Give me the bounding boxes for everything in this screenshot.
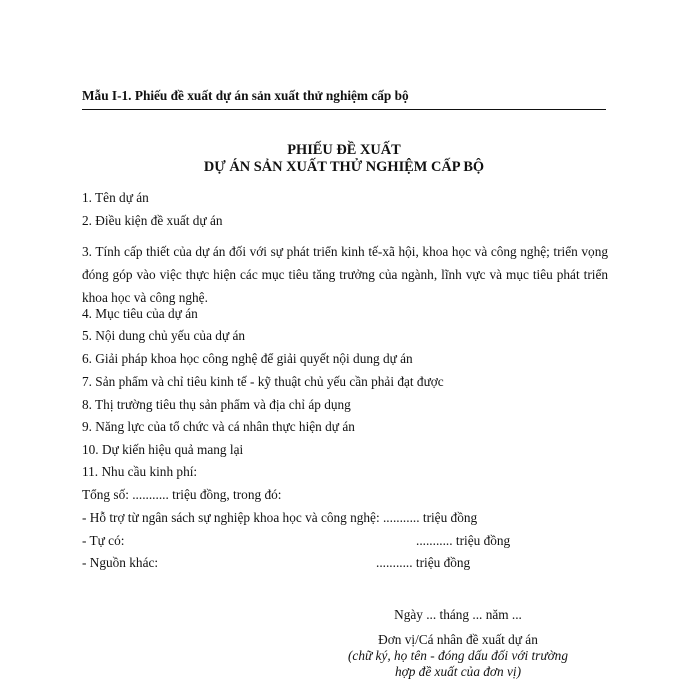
item-necessity: 3. Tính cấp thiết của dự án đối với sự phát triển kinh tế-xã hội, khoa học và công nghệ; triển vọng đóng góp vào việc thực hiện các mục tiêu tăng trưởng của ngành, lĩnh vực và mục tiêu phát triển khoa học và công nghệ. [82,244,608,305]
funding-other-label: - Nguồn khác: [82,555,159,570]
title-line-2: DỰ ÁN SẢN XUẤT THỬ NGHIỆM CẤP BỘ [203,159,485,175]
item-funding-needs: 11. Nhu cầu kinh phí: [82,464,198,479]
signature-note-2: hợp đề xuất của đơn vị) [394,664,522,679]
funding-self-label: - Tự có: [82,533,125,548]
item-capacity: 9. Năng lực của tổ chức và cá nhân thực hiện dự án [82,419,355,434]
item-expected-effect: 10. Dự kiến hiệu quả mang lại [82,442,244,457]
item-objectives: 4. Mục tiêu của dự án [82,306,198,321]
item-solutions: 6. Giải pháp khoa học công nghệ để giải quyết nội dung dự án [82,351,413,366]
item-main-content: 5. Nội dung chủ yếu của dự án [82,328,246,343]
item-products: 7. Sản phẩm và chỉ tiêu kinh tế - kỹ thuật chủ yếu cần phải đạt được [82,374,444,389]
funding-other-value: ........... triệu đồng [376,555,471,570]
signature-signer: Đơn vị/Cá nhân đề xuất dự án [378,632,538,647]
signature-date: Ngày ... tháng ... năm ... [394,607,522,622]
funding-total: Tổng số: ........... triệu đồng, trong đó: [82,487,282,502]
funding-science-budget: - Hỗ trợ từ ngân sách sự nghiệp khoa học và công nghệ: ........... triệu đồng [82,510,478,525]
funding-self-value: ........... triệu đồng [416,533,511,548]
item-conditions: 2. Điều kiện đề xuất dự án [82,213,223,228]
item-market: 8. Thị trường tiêu thụ sản phẩm và địa chỉ áp dụng [82,397,351,412]
item-project-name: 1. Tên dự án [82,190,149,205]
title-line-1: PHIẾU ĐỀ XUẤT [287,142,401,158]
form-label: Mẫu I-1. Phiếu đề xuất dự án sản xuất thử nghiệm cấp bộ [82,88,409,103]
signature-note-1: (chữ ký, họ tên - đóng dấu đối với trường [348,648,568,663]
header-divider [82,109,606,110]
